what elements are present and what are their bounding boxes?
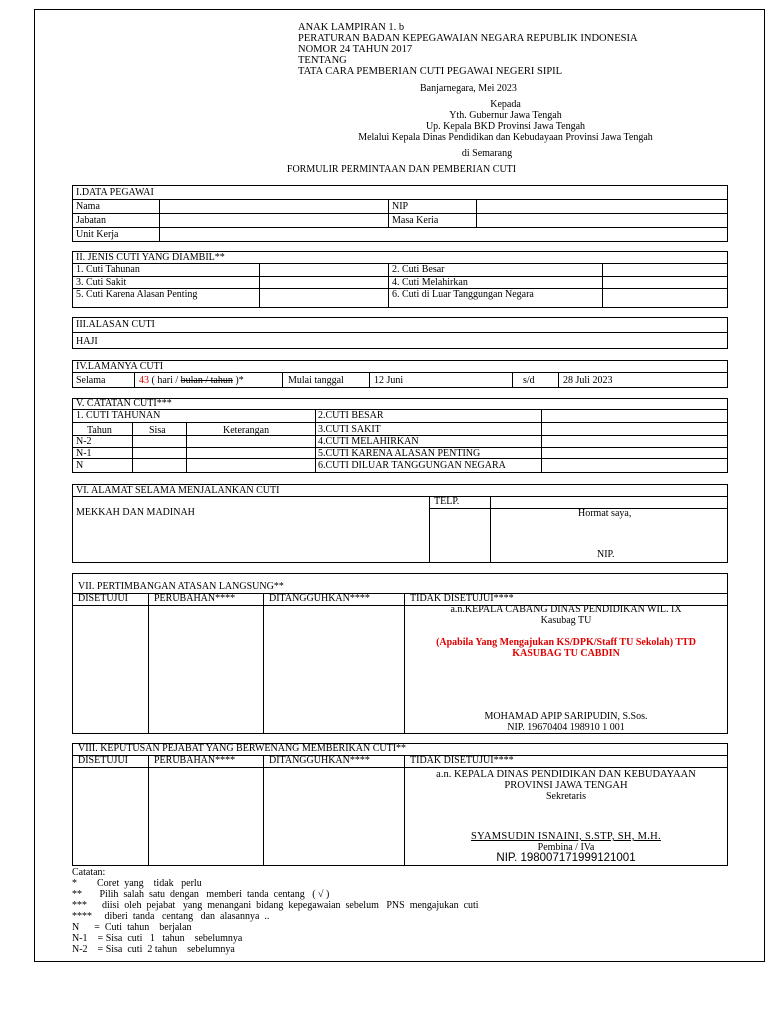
official-rank: Pembina / IVa xyxy=(537,842,595,853)
section-title: VII. PERTIMBANGAN ATASAN LANGSUNG** xyxy=(78,581,284,592)
official-name-text: SYAMSUDIN ISNAINI, S.STP, SH, M.H. xyxy=(471,831,661,842)
start-date: 12 Juni xyxy=(374,375,404,386)
section-title: VIII. KEPUTUSAN PEJABAT YANG BERWENANG MEMBERIKAN CUTI** xyxy=(78,743,407,754)
duration-unit-close: )* xyxy=(232,375,244,386)
leave-type: 5. Cuti Karena Alasan Penting xyxy=(76,289,198,300)
addressee-1: Yth. Gubernur Jawa Tengah xyxy=(449,110,562,121)
end-date: 28 Juli 2023 xyxy=(563,375,613,386)
section-title: III.ALASAN CUTI xyxy=(76,319,155,330)
header-line: ANAK LAMPIRAN 1. b xyxy=(298,22,405,33)
header-line: TATA CARA PEMBERIAN CUTI PEGAWAI NEGERI SIPIL xyxy=(298,66,563,77)
record-cuti-melahirkan: 4.CUTI MELAHIRKAN xyxy=(318,436,419,447)
header-line: NOMOR 24 TAHUN 2017 xyxy=(298,44,413,55)
duration-unit-struck: bulan / tahun xyxy=(180,375,233,386)
section-title: IV.LAMANYA CUTI xyxy=(76,361,164,372)
row-line xyxy=(72,227,728,228)
col-line xyxy=(388,199,389,227)
col-disetujui: DISETUJUI xyxy=(78,593,128,604)
record-cuti-besar: 2.CUTI BESAR xyxy=(318,410,384,421)
row-line xyxy=(72,372,728,373)
col-line xyxy=(512,372,513,388)
row-line xyxy=(72,496,728,497)
duration-value xyxy=(139,376,244,386)
row-n1: N-1 xyxy=(76,448,92,459)
label-telp: TELP. xyxy=(434,496,460,507)
col-line xyxy=(263,593,264,734)
supervisor-role: Kasubag TU xyxy=(540,615,592,626)
note-line: *** diisi oleh pejabat yang menangani bidang kepegawaian sebelum PNS mengajukan cuti xyxy=(72,900,479,911)
note-line: N = Cuti tahun berjalan xyxy=(72,922,192,933)
col-ditangguhkan: DITANGGUHKAN**** xyxy=(269,755,370,766)
row-line xyxy=(72,332,728,333)
section-title: VI. ALAMAT SELAMA MENJALANKAN CUTI xyxy=(76,485,280,496)
label-sd: s/d xyxy=(523,375,535,386)
row-line xyxy=(72,422,728,423)
supervisor-nip: NIP. 19670404 198910 1 001 xyxy=(507,722,625,733)
row-line xyxy=(72,767,728,768)
regulation-header xyxy=(298,22,638,77)
col-line xyxy=(259,263,260,308)
leave-type: 3. Cuti Sakit xyxy=(76,277,127,288)
section-title: I.DATA PEGAWAI xyxy=(76,187,154,198)
leave-type: 6. Cuti di Luar Tanggungan Negara xyxy=(392,289,534,300)
addressee-3: Melalui Kepala Dinas Pendidikan dan Kebudayaan Provinsi Jawa Tengah xyxy=(358,132,653,143)
leave-type: 1. Cuti Tahunan xyxy=(76,264,140,275)
col-line xyxy=(558,372,559,388)
official-an-1: a.n. KEPALA DINAS PENDIDIKAN DAN KEBUDAYAAN xyxy=(436,769,696,780)
row-line xyxy=(72,409,728,410)
supervisor-name: MOHAMAD APIP SARIPUDIN, S.Sos. xyxy=(484,711,648,722)
col-perubahan: PERUBAHAN**** xyxy=(154,593,236,604)
official-name xyxy=(404,832,728,843)
addressee-2: Up. Kepala BKD Provinsi Jawa Tengah xyxy=(425,121,586,132)
col-sisa: Sisa xyxy=(149,425,166,436)
note-line: * Coret yang tidak perlu xyxy=(72,878,202,889)
row-n2: N-2 xyxy=(76,436,92,447)
record-cuti-diluar: 6.CUTI DILUAR TANGGUNGAN NEGARA xyxy=(318,460,506,471)
col-line xyxy=(541,409,542,473)
official-an-2: PROVINSI JAWA TENGAH xyxy=(504,780,628,791)
col-tidak-disetujui: TIDAK DISETUJUI**** xyxy=(410,593,514,604)
note-line: N-2 = Sisa cuti 2 tahun sebelumnya xyxy=(72,944,235,955)
form-title: FORMULIR PERMINTAAN DAN PEMBERIAN CUTI xyxy=(286,164,517,175)
col-line xyxy=(132,422,133,473)
label-mulai-tanggal: Mulai tanggal xyxy=(288,375,344,386)
col-keterangan: Keterangan xyxy=(223,425,270,436)
place-date: Banjarnegara, Mei 2023 xyxy=(420,83,517,94)
record-cuti-sakit: 3.CUTI SAKIT xyxy=(318,424,381,435)
official-nip: NIP. 198007171999121001 xyxy=(496,852,636,864)
record-cuti-penting: 5.CUTI KARENA ALASAN PENTING xyxy=(318,448,481,459)
col-line xyxy=(282,372,283,388)
kepada: Kepada xyxy=(490,99,521,110)
col-line xyxy=(602,263,603,308)
note-line: **** diberi tanda centang dan alasannya .. xyxy=(72,911,270,922)
note-line: Catatan: xyxy=(72,867,106,878)
official-role: Sekretaris xyxy=(546,791,586,802)
col-disetujui: DISETUJUI xyxy=(78,755,128,766)
supervisor-an: a.n.KEPALA CABANG DINAS PENDIDIKAN WIL. IX xyxy=(450,604,682,615)
col-line xyxy=(476,199,477,227)
col-line xyxy=(134,372,135,388)
col-line xyxy=(159,199,160,242)
header-line: TENTANG xyxy=(298,55,347,66)
row-line xyxy=(72,199,728,200)
label-unit-kerja: Unit Kerja xyxy=(76,229,119,240)
col-tidak-disetujui: TIDAK DISETUJUI**** xyxy=(410,755,514,766)
duration-unit-open: ( hari / xyxy=(149,375,181,386)
label-nama: Nama xyxy=(76,201,100,212)
hormat-saya: Hormat saya, xyxy=(578,508,632,519)
col-line xyxy=(369,372,370,388)
row-line xyxy=(72,213,728,214)
location: di Semarang xyxy=(461,148,513,159)
label-nip: NIP xyxy=(392,201,409,212)
applicant-nip: NIP. xyxy=(597,549,615,560)
col-line xyxy=(148,755,149,866)
address-value: MEKKAH DAN MADINAH xyxy=(76,507,195,518)
col-line xyxy=(263,755,264,866)
col-line xyxy=(315,409,316,473)
section-alasan-cuti xyxy=(72,317,728,349)
col-line xyxy=(388,263,389,308)
col-tahun: Tahun xyxy=(87,425,112,436)
reason-value: HAJI xyxy=(76,336,98,347)
duration-count: 43 xyxy=(139,375,149,386)
header-line: PERATURAN BADAN KEPEGAWAIAN NEGARA REPUBLIK INDONESIA xyxy=(298,33,638,44)
col-line xyxy=(429,496,430,563)
section-title: II. JENIS CUTI YANG DIAMBIL** xyxy=(76,252,225,263)
label-jabatan: Jabatan xyxy=(76,215,106,226)
row-n: N xyxy=(76,460,84,471)
label-masa-kerja: Masa Keria xyxy=(392,215,439,226)
section-title: V. CATATAN CUTI*** xyxy=(76,398,172,409)
col-line xyxy=(186,422,187,473)
record-cuti-tahunan: 1. CUTI TAHUNAN xyxy=(76,410,161,421)
notes-block xyxy=(72,867,479,955)
supervisor-note-1: (Apabila Yang Mengajukan KS/DPK/Staff TU Sekolah) TTD xyxy=(436,637,696,648)
col-line xyxy=(490,496,491,563)
col-ditangguhkan: DITANGGUHKAN**** xyxy=(269,593,370,604)
col-perubahan: PERUBAHAN**** xyxy=(154,755,236,766)
col-line xyxy=(148,593,149,734)
supervisor-note-2: KASUBAG TU CABDIN xyxy=(512,648,620,659)
note-line: N-1 = Sisa cuti 1 tahun sebelumnya xyxy=(72,933,243,944)
leave-type: 4. Cuti Melahirkan xyxy=(392,277,468,288)
label-selama: Selama xyxy=(76,375,106,386)
leave-type: 2. Cuti Besar xyxy=(392,264,445,275)
note-line: ** Pilih salah satu dengan memberi tanda centang ( √ ) xyxy=(72,889,330,900)
